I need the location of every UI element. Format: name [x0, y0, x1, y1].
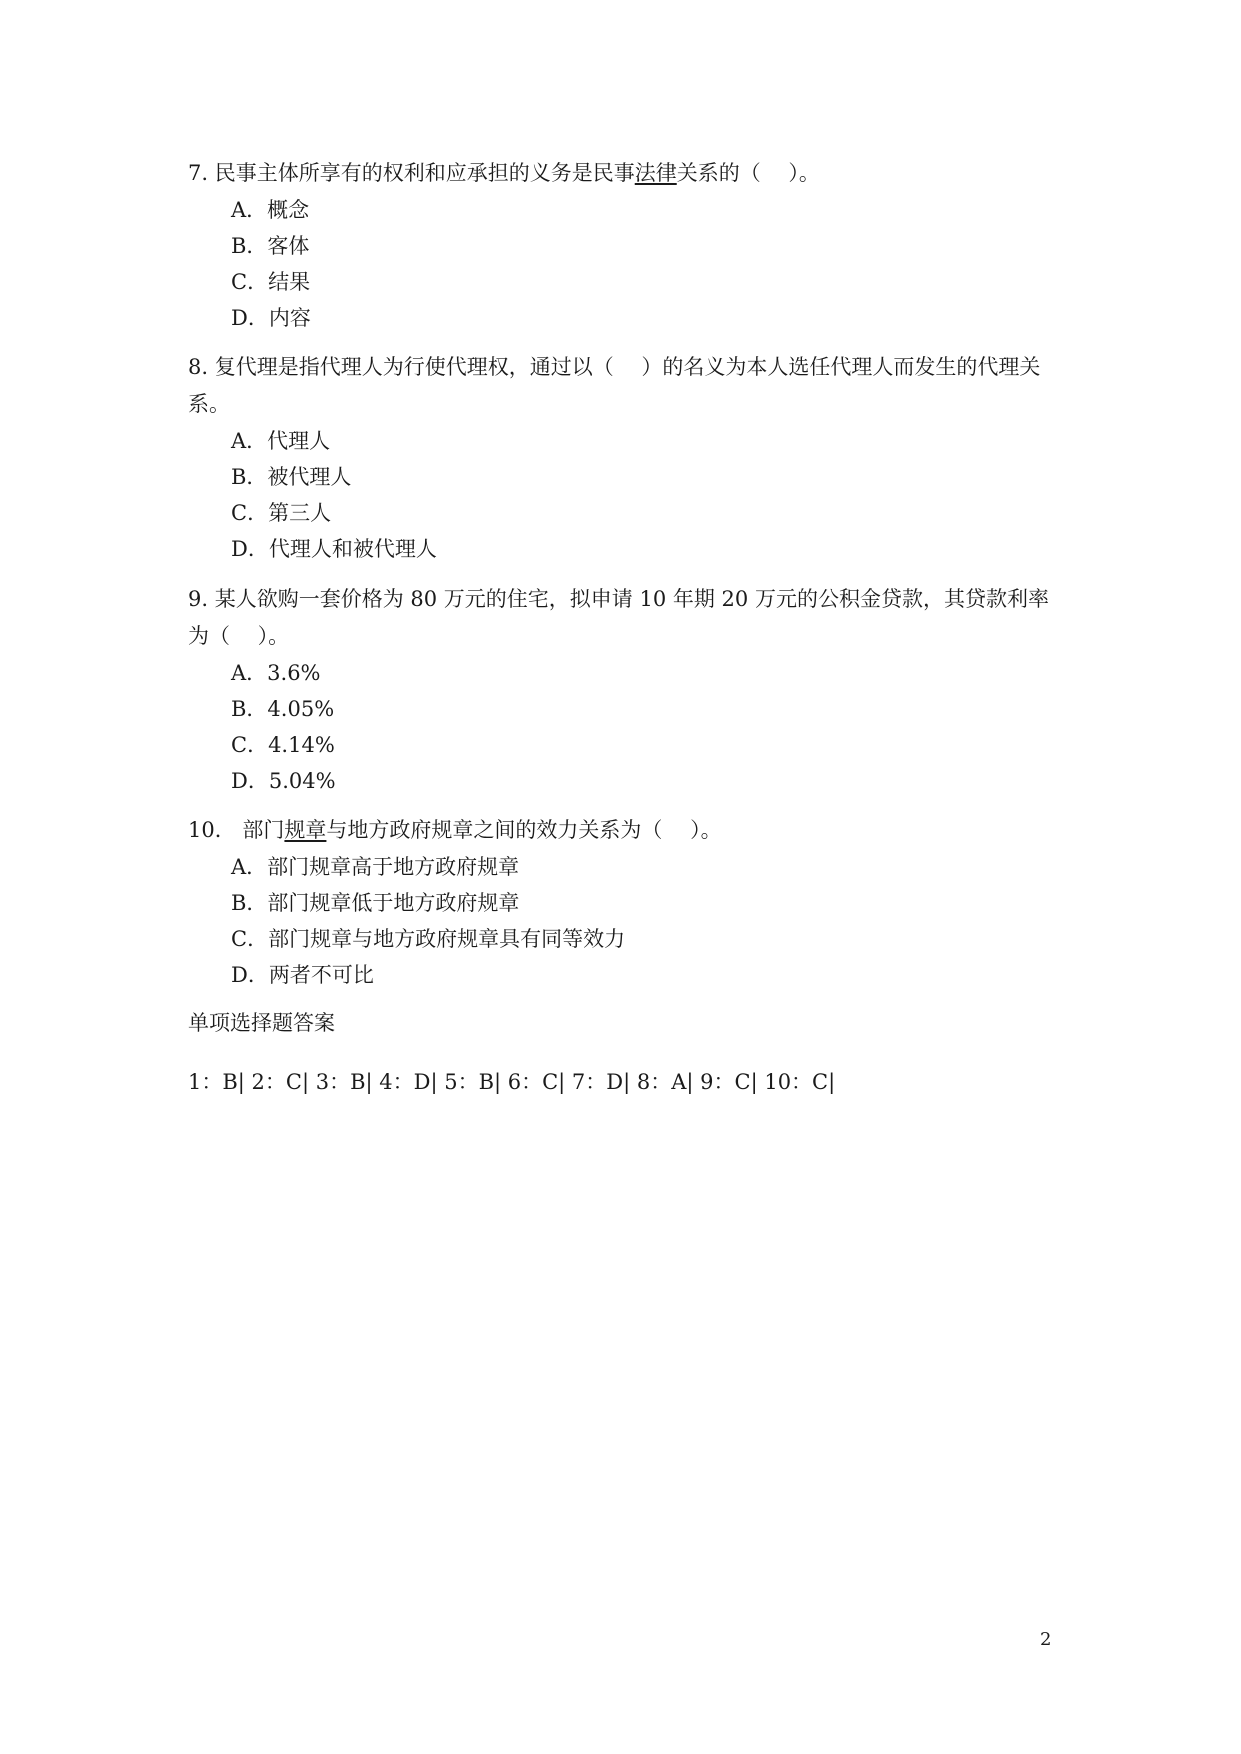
question-text: 某人欲购一套价格为 80 万元的住宅，拟申请 10 年期 20 万元的公积金贷款，其贷款利率为（ ）。 [188, 587, 1049, 648]
question-stem [188, 349, 1068, 423]
question-text-end: 与地方政府规章之间的效力关系为（ ）。 [326, 818, 722, 842]
question-number: 8. [188, 355, 209, 379]
underlined-term: 规章 [284, 818, 327, 842]
option-a: A．3.6% [231, 661, 321, 685]
question-10 [188, 812, 1068, 993]
question-stem [188, 812, 1068, 849]
option-a: A．部门规章高于地方政府规章 [231, 855, 520, 879]
option-c: C．4.14% [231, 733, 335, 757]
question-text: 民事主体所享有的权利和应承担的义务是民事 [214, 161, 635, 185]
option-b: B．客体 [231, 234, 310, 258]
question-text: 复代理是指代理人为行使代理权，通过以（ ）的名义为本人选任代理人而发生的代理关系。 [188, 355, 1041, 416]
option-d: D．代理人和被代理人 [231, 537, 437, 561]
question-stem [188, 581, 1068, 655]
option-b: B．被代理人 [231, 465, 352, 489]
option-b: B．4.05% [231, 697, 335, 721]
option-c: C．结果 [231, 270, 311, 294]
question-stem [188, 155, 1068, 192]
question-number: 10． [188, 818, 236, 842]
option-c: C．第三人 [231, 501, 332, 525]
option-list [188, 849, 1068, 993]
question-number: 7. [188, 161, 209, 185]
question-7 [188, 155, 1068, 336]
option-a: A．概念 [231, 198, 310, 222]
option-list [188, 655, 1068, 799]
answers-heading: 单项选择题答案 [188, 1011, 335, 1035]
page-number: 2 [1040, 1629, 1052, 1650]
option-a: A．代理人 [231, 429, 331, 453]
option-b: B．部门规章低于地方政府规章 [231, 891, 520, 915]
question-text: 部门 [242, 818, 285, 842]
option-list [188, 192, 1068, 336]
question-8 [188, 349, 1068, 567]
option-d: D．内容 [231, 306, 311, 330]
question-number: 9. [188, 587, 209, 611]
question-9 [188, 581, 1068, 799]
option-d: D．两者不可比 [231, 963, 374, 987]
option-c: C．部门规章与地方政府规章具有同等效力 [231, 927, 626, 951]
underlined-term: 法律 [634, 161, 677, 185]
option-d: D．5.04% [231, 769, 336, 793]
question-text-end: 关系的（ ）。 [676, 161, 820, 185]
option-list [188, 423, 1068, 567]
answer-key: 1：B| 2：C| 3：B| 4：D| 5：B| 6：C| 7：D| 8：A| 9：C| 10：C| [188, 1070, 836, 1094]
